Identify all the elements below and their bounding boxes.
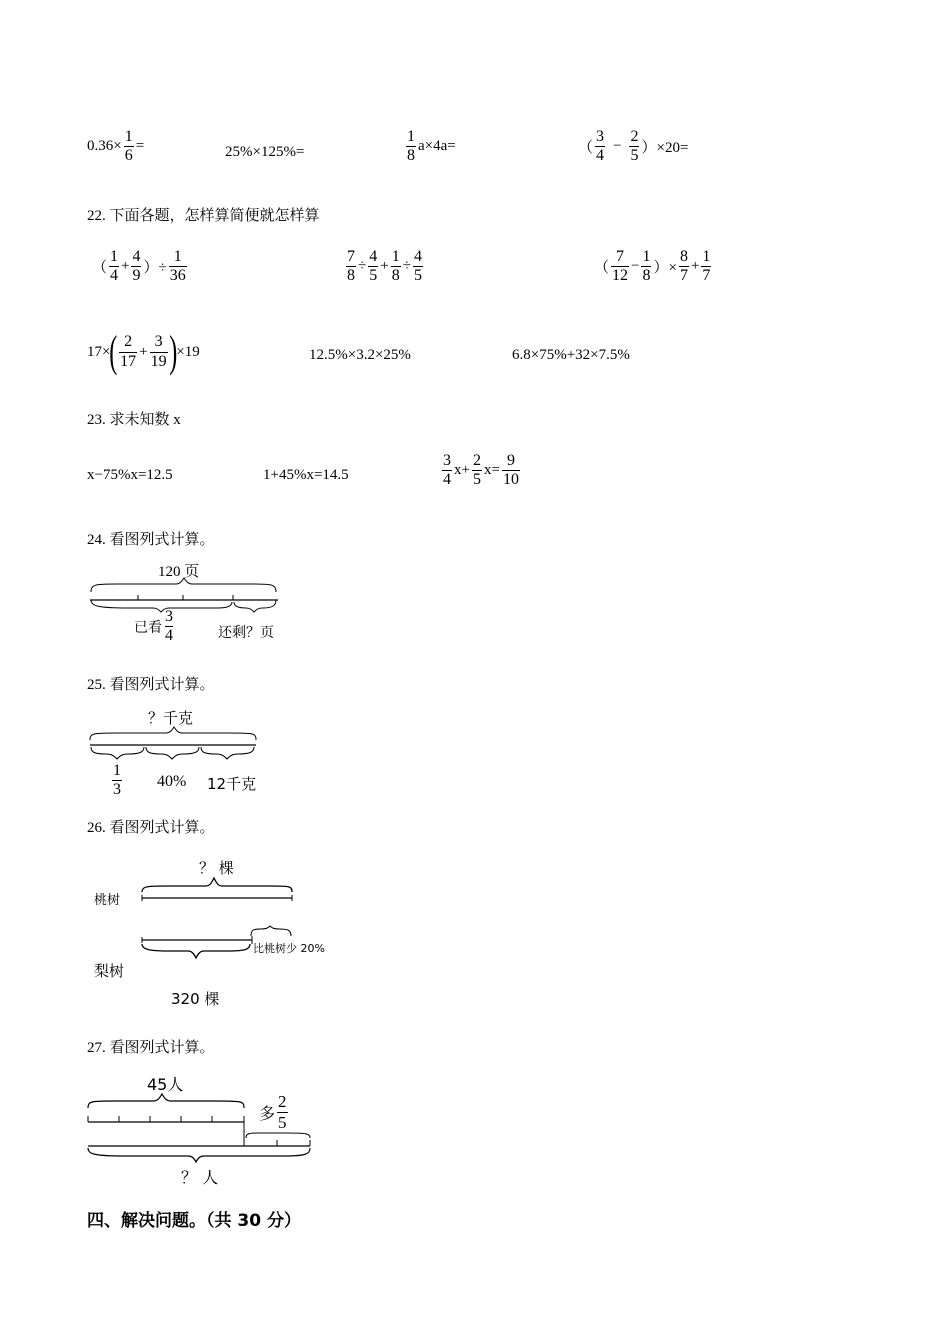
q26-title: 26. 看图列式计算。 [87, 820, 215, 836]
q26-tree1-label: 桃树 [94, 893, 121, 908]
expr-row1-b: 25%×125%= [225, 144, 305, 160]
q27-title: 27. 看图列式计算。 [87, 1040, 215, 1056]
q24-remain-label: 还剩？页 [218, 625, 274, 641]
q24-diagram [88, 578, 283, 618]
expr-row1-d: （ $\frac{3}{4}$ − $\frac{2}{5}$ ）×20= [578, 128, 689, 165]
q23-eq-a: x−75%x=12.5 [87, 467, 173, 483]
q27-bottom-label: ？ 人 [181, 1168, 219, 1187]
q25-part1-fraction: $\frac{1}{3}$ [113, 762, 121, 799]
q27-more-label: 多 $\frac{2}{5}$ [259, 1092, 287, 1132]
expr-row1-c: $\frac{1}{8}$ a×4a= [407, 128, 456, 165]
q22-expr-a: （ $\frac{1}{4}$ + $\frac{4}{9}$ ）÷ $\frac{1}{36}$ [92, 248, 186, 285]
q26-total-label: ？ 棵 [199, 859, 234, 877]
q23-title: 23. 求未知数 x [87, 412, 181, 428]
q25-diagram [88, 726, 263, 762]
q25-part2-label: 40% [157, 773, 187, 790]
section4-heading: 四、解决问题。（共 30 分） [87, 1211, 301, 1231]
q22-title: 22. 下面各题，怎样算简便就怎样算 [87, 208, 320, 224]
q25-part3-label: 12千克 [207, 775, 257, 793]
q22-expr-f: 6.8×75%+32×7.5% [512, 347, 630, 363]
q24-title: 24. 看图列式计算。 [87, 532, 215, 548]
q24-total-label: 120 页 [158, 564, 200, 580]
q26-tree2-label: 梨树 [94, 962, 125, 980]
q24-read-label: 已看 $\frac{3}{4}$ [134, 608, 173, 645]
q27-top-label: 45人 [147, 1075, 184, 1094]
q25-total-label: ？千克 [148, 709, 194, 727]
q22-expr-e: 12.5%×3.2×25% [309, 347, 411, 363]
q22-expr-b: $\frac{7}{8}$ ÷ $\frac{4}{5}$ + $\frac{1}{8}$ ÷ $\frac{4}{5}$ [347, 248, 422, 285]
q26-less-label: 比桃树少 20% [253, 942, 325, 955]
expr-row1-a: 0.36× $\frac{1}{6}$ = [87, 128, 145, 165]
q23-eq-c: $\frac{3}{4}$ x+ $\frac{2}{5}$ x= $\frac{9}{10}$ [443, 452, 519, 489]
q26-count-label: 320 棵 [171, 990, 220, 1008]
q23-eq-b: 1+45%x=14.5 [263, 467, 349, 483]
q22-expr-c: （ $\frac{7}{12}$ − $\frac{1}{8}$ ）× $\frac{8}{7}$ + $\frac{1}{7}$ [594, 248, 711, 285]
q25-title: 25. 看图列式计算。 [87, 677, 215, 693]
q22-expr-d: 17× ( $\frac{2}{17}$ + $\frac{3}{19}$ ) ×19 [87, 327, 200, 376]
